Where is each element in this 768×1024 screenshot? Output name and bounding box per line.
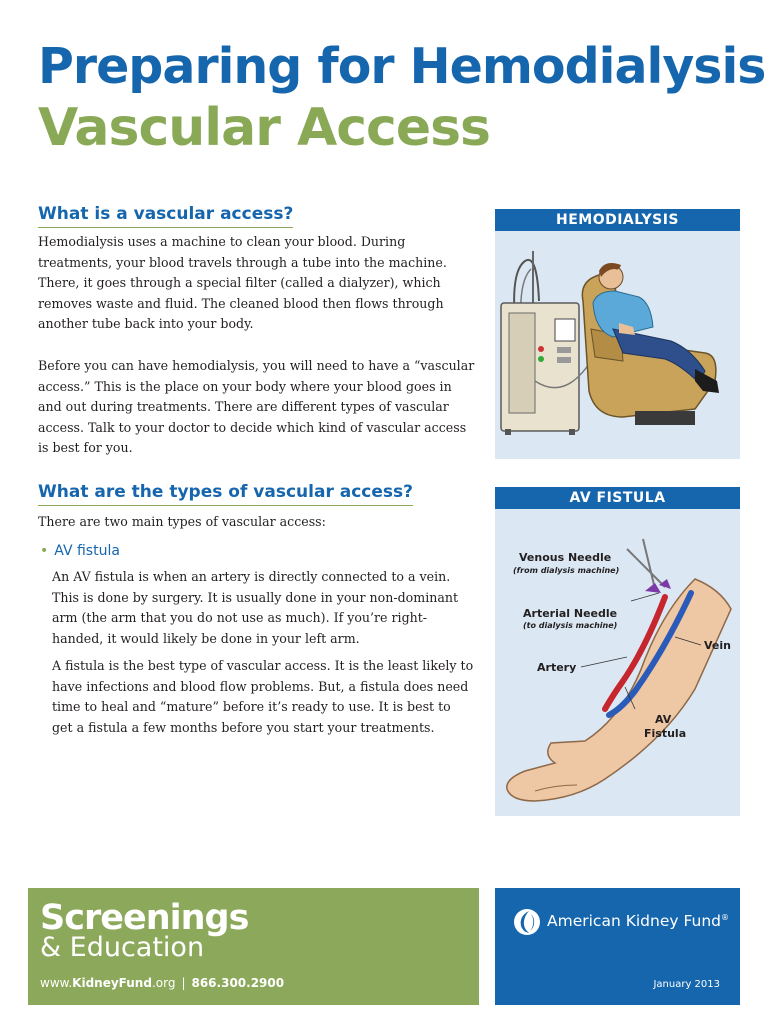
paragraph-hemodialysis-intro: Hemodialysis uses a machine to clean your blood. During treatments, your blood travels through a tube into the machine. There, it goes through a special filter (called a dialyzer), which removes waste and fluid. The cleaned blood then flows through another tube back into your body. [38,234,447,332]
figure-av-fistula-header: AV FISTULA [495,487,740,509]
footer-akf-panel [495,888,740,1005]
title-line-2: Vascular Access [38,98,491,158]
contact-separator: | [181,976,186,990]
figure-hemodialysis-header: HEMODIALYSIS [495,209,740,231]
label-venous-needle-sub: (from dialysis machine) [513,566,620,575]
akf-name-text: American Kidney Fund [547,912,722,930]
url-main: KidneyFund [72,976,152,990]
url-prefix: www. [40,976,73,990]
label-arterial-needle: Arterial Needle [523,607,618,620]
website-link[interactable] [40,976,175,990]
paragraph-types-intro: There are two main types of vascular access: [38,514,326,529]
bullet-dot-icon: • [40,543,49,559]
bullet-av-fistula [40,543,120,559]
footer-brand-line2: & Education [40,932,205,963]
footer-screenings-panel [28,888,479,1005]
label-vein: Vein [704,639,731,652]
paragraph-vascular-access: Before you can have hemodialysis, you will need to have a “vascular access.” This is the place on your body where your blood goes in and out during treatments. There are different types of vascular access. Talk to your doctor to decide which kind of vascular access is best for you. [38,358,475,456]
akf-logo-icon [513,908,541,936]
section-heading-types: What are the types of vascular access? [38,482,413,506]
paragraph-av-fistula-definition: An AV fistula is when an artery is directly connected to a vein. This is done by surgery. It is usually done in your non-dominant arm (the arm that you do not use as much). If you’re right-handed, it would likely be done in your left arm. [52,569,459,646]
label-artery: Artery [537,661,577,674]
phone-number[interactable]: 866.300.2900 [191,976,285,990]
av-fistula-illustration [495,509,740,816]
label-fistula: Fistula [644,727,687,740]
registered-mark: ® [721,912,730,922]
publication-date: January 2013 [653,979,720,990]
footer-contact [40,976,284,990]
label-venous-needle: Venous Needle [519,551,612,564]
label-arterial-needle-sub: (to dialysis machine) [523,621,618,630]
bullet-av-fistula-label: AV fistula [54,543,120,559]
section-heading-what-is: What is a vascular access? [38,204,293,228]
title-line-1: Preparing for Hemodialysis [38,38,766,95]
hemodialysis-illustration [495,231,740,459]
paragraph-av-fistula-benefits: A fistula is the best type of vascular access. It is the least likely to have infections and blood flow problems. But, a fistula does need time to heal and “mature” before it’s ready to use. It is best to get a fistula a few months before you start your treatments. [52,658,474,735]
figure-av-fistula [495,487,740,816]
akf-name [547,912,729,930]
figure-hemodialysis [495,209,740,459]
footer-brand-line1: Screenings [40,898,249,938]
label-av: AV [655,713,672,726]
url-suffix: .org [151,976,176,990]
